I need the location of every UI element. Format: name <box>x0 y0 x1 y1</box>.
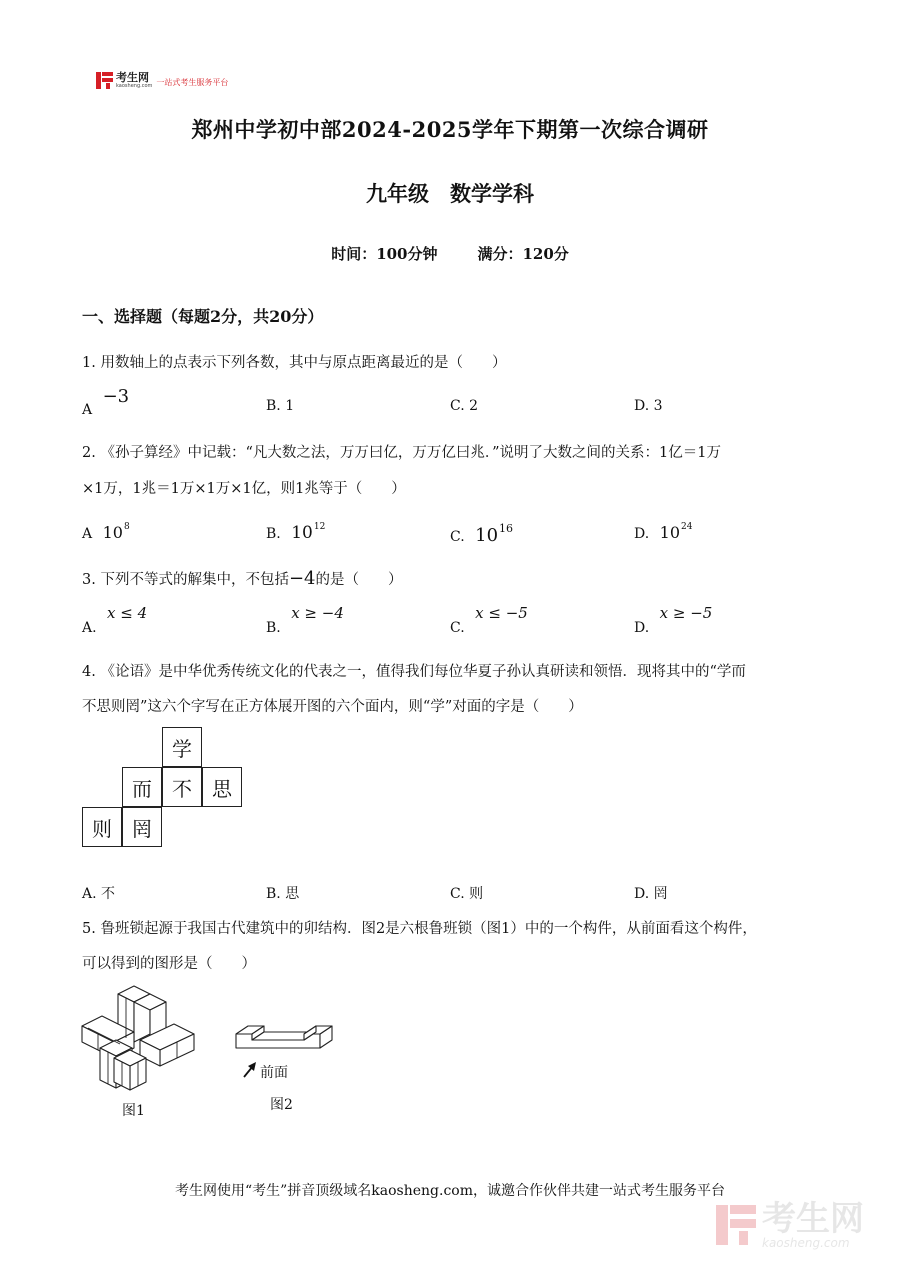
exam-score: 满分：120分 <box>477 245 569 263</box>
logo-slogan: 一站式考生服务平台 <box>156 77 229 87</box>
net-face-er: 而 <box>122 767 162 807</box>
question-1-text: 1. 用数轴上的点表示下列各数，其中与原点距离最近的是（ ） <box>82 355 507 371</box>
front-label: 前面 <box>260 1065 288 1081</box>
q2-option-b: B. $10^{12}$ <box>266 522 326 543</box>
figure-1-caption: 图1 <box>122 1103 145 1119</box>
front-arrow-icon <box>240 1060 260 1080</box>
q1-option-a: A −3 <box>82 386 130 418</box>
net-face-bu: 不 <box>162 767 202 807</box>
q3-option-b: B. x ≥ −4 <box>266 604 344 636</box>
q1-option-c: C. 2 <box>450 398 479 414</box>
q3-option-a: A. x ≤ 4 <box>82 604 148 636</box>
watermark-icon <box>716 1205 756 1245</box>
footer-text: 考生网使用“考生”拼音顶级域名kaosheng.com，诚邀合作伙伴共建一站式考生服务平台 <box>174 1183 726 1199</box>
q2-option-c: C. $10^{16}$ <box>450 522 514 546</box>
net-face-ze: 则 <box>82 807 122 847</box>
q2-option-d: D. $10^{24}$ <box>634 522 693 542</box>
net-face-si: 思 <box>202 767 242 807</box>
logo-icon <box>96 72 113 89</box>
question-2-line1: 2. 《孙子算经》中记载：“凡大数之法，万万曰亿，万万亿曰兆．”说明了大数之间的关系：1亿＝1万 <box>82 445 721 461</box>
q2-option-a: A $10^8$ <box>82 522 130 542</box>
question-2-line2: ×1万，1兆＝1万×1万×1亿，则1兆等于（ ） <box>82 481 406 497</box>
net-face-xue: 学 <box>162 727 202 767</box>
watermark-name: 考生网 <box>762 1199 864 1239</box>
question-5-line2: 可以得到的图形是（ ） <box>82 956 256 972</box>
q4-option-a: A. 不 <box>82 886 116 902</box>
q1-option-b: B. 1 <box>266 398 295 414</box>
exam-subtitle: 九年级 数学学科 <box>366 181 534 206</box>
section-heading: 一、选择题（每题2分，共20分） <box>82 307 324 326</box>
watermark-logo <box>716 1201 864 1249</box>
q1-option-d: D. 3 <box>634 398 663 414</box>
q4-option-d: D. 罔 <box>634 886 668 902</box>
question-4-line1: 4. 《论语》是中华优秀传统文化的代表之一，值得我们每位华夏子孙认真研读和领悟．现将其中的“学而 <box>82 664 746 680</box>
q4-option-b: B. 思 <box>266 886 300 902</box>
brand-logo <box>96 72 228 89</box>
net-face-wang: 罔 <box>122 807 162 847</box>
q4-option-c: C. 则 <box>450 886 484 902</box>
q3-option-c: C. x ≤ −5 <box>450 604 528 636</box>
question-3-text: 3. 下列不等式的解集中，不包括−4的是（ ） <box>82 568 403 589</box>
logo-domain: kaosheng.com <box>116 83 153 89</box>
question-4-line2: 不思则罔”这六个字写在正方体展开图的六个面内，则“学”对面的字是（ ） <box>82 699 583 715</box>
question-5-line1: 5. 鲁班锁起源于我国古代建筑中的卯结构．图2是六根鲁班锁（图1）中的一个构件，从前面看这个构件， <box>82 921 757 937</box>
q3-option-d: D. x ≥ −5 <box>634 604 713 636</box>
exam-title: 郑州中学初中部2024-2025学年下期第一次综合调研 <box>191 117 709 142</box>
lock-component-figure <box>232 1016 338 1054</box>
watermark-domain: kaosheng.com <box>762 1236 850 1250</box>
cube-net-figure <box>82 727 244 849</box>
figure-2-caption: 图2 <box>270 1097 293 1113</box>
logo-name: 考生网 <box>116 71 149 84</box>
exam-info <box>0 243 900 264</box>
exam-time: 时间：100分钟 <box>331 245 438 263</box>
luban-lock-figure <box>78 982 196 1094</box>
